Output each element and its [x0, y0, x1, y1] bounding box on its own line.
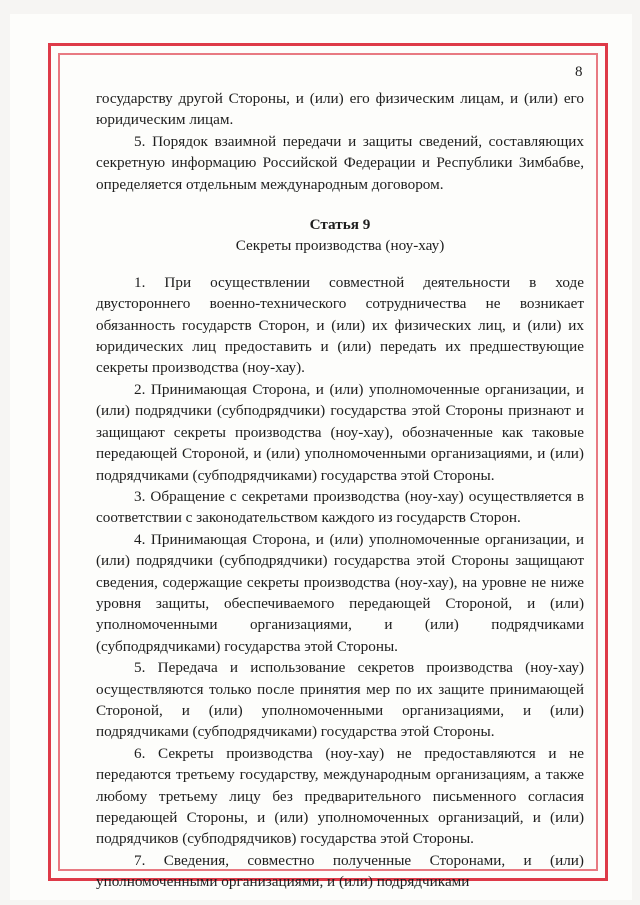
paragraph-item-5: 5. Порядок взаимной передачи и защиты сведений, составляющих секретную информацию Российской Федерации и Республики Зимбабве, определяется отдельным международным договором. [96, 132, 584, 193]
article-title: Статья 9 [309, 216, 371, 234]
paragraph-continuation: государству другой Стороны, и (или) его физическим лицам, и (или) его юридическим лицам. [96, 90, 584, 129]
document-body [96, 88, 584, 893]
article-paragraph-3: 3. Обращение с секретами производства (ноу-хау) осуществляется в соответствии с законодательством каждого из государств Сторон. [96, 487, 584, 527]
article-paragraph-5: 5. Передача и использование секретов производства (ноу-хау) осуществляются только после принятия мер по их защите принимающей Стороной, и (или) уполномоченными организациями, и (или) подрядчиками (субподрядчиками) государства этой Стороны. [96, 659, 584, 741]
article-paragraph-4: 4. Принимающая Сторона, и (или) уполномоченные организации, и (или) подрядчики (субподрядчики) государства этой Стороны защищают сведения, содержащие секреты производства (ноу-хау), на уровне не ниже уровня защиты, обеспечиваемого передающей Стороной, и (или) уполномоченными организациями, и (или) подрядчиками (субподрядчиками) государства этой Стороны. [96, 530, 584, 655]
page-number: 8 [575, 64, 583, 80]
article-paragraph-1: 1. При осуществлении совместной деятельности в ходе двустороннего военно-технического сотрудничества не возникает обязанность государств Сторон, и (или) их физических лиц, и (или) их юридических лиц предоставить и (или) передать их предшествующие секреты производства (ноу-хау). [96, 273, 584, 377]
article-paragraph-6: 6. Секреты производства (ноу-хау) не предоставляются и не передаются третьему государству, международным организациям, а также любому третьему лицу без предварительного письменного согласия передающей Стороны, и (или) уполномоченных организаций, и (или) подрядчиков (субподрядчиков) государства этой Стороны. [96, 744, 584, 848]
article-subtitle: Секреты производства (ноу-хау) [235, 237, 445, 255]
article-paragraph-2: 2. Принимающая Сторона, и (или) уполномоченные организации, и (или) подрядчики (субподрядчики) государства этой Стороны признают и защищают секреты производства (ноу-хау), обозначенные как таковые передающей Стороной, и (или) уполномоченными организациями, и (или) подрядчиками (субподрядчиками) государства этой Стороны. [96, 380, 584, 484]
article-paragraph-7: 7. Сведения, совместно полученные Сторонами, и (или) уполномоченными организациями, и (или) подрядчиками [96, 851, 584, 891]
